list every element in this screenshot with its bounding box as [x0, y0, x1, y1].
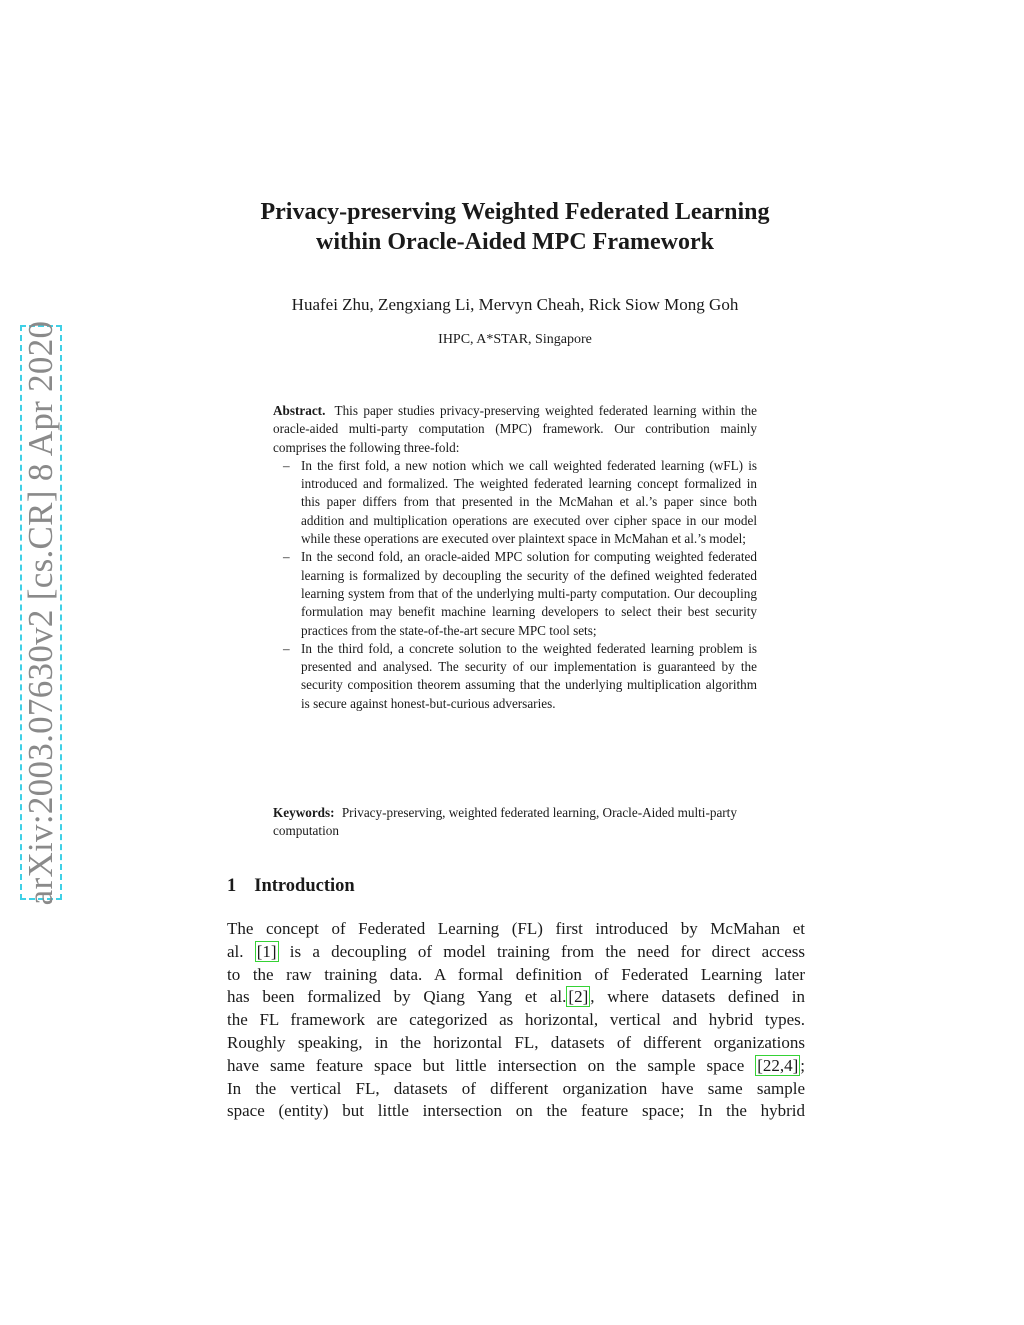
body-text-fragment: al. — [227, 941, 255, 961]
body-line: the FL framework are categorized as horizontal, vertical and hybrid types. — [227, 1010, 805, 1030]
list-item-text: In the third fold, a concrete solution to the weighted federated learning problem is presented and analysed. The security of our implementation is guaranteed by the security composition theorem assuming that the underlying multiplication algorithm is secure against honest-but-curious adversaries. — [301, 640, 757, 711]
affiliation: IHPC, A*STAR, Singapore — [438, 332, 592, 347]
arxiv-stamp-text: arXiv:2003.07630v2 [cs.CR] 8 Apr 2020 — [21, 320, 60, 905]
title-line-1: Privacy-preserving Weighted Federated Learning — [260, 199, 770, 225]
body-line: Roughly speaking, in the horizontal FL, datasets of different organizations — [227, 1032, 805, 1052]
paper-title — [210, 197, 820, 257]
arxiv-stamp — [20, 320, 62, 905]
body-paragraph — [227, 918, 805, 1123]
citation-link[interactable]: [2] — [568, 987, 589, 1007]
keywords-label: Keywords: — [273, 805, 335, 820]
body-text-fragment: have same feature space but little intersection on the sample space — [227, 1055, 756, 1075]
authors: Huafei Zhu, Zengxiang Li, Mervyn Cheah, Rick Siow Mong Goh — [291, 295, 739, 314]
citation-link[interactable]: [1] — [256, 941, 277, 961]
list-item-text: In the second fold, an oracle-aided MPC solution for computing weighted federated learning is formalized by decoupling the security of the defined weighted federated learning system from that of the underlying multi-party computation. Our decoupling formulation may benefit machine learning developers to select their best security practices from the state-of-the-art secure MPC tool sets; — [301, 549, 757, 638]
list-item — [273, 457, 757, 548]
keywords-text: Privacy-preserving, weighted federated learning, Oracle-Aided multi-party computation — [273, 805, 737, 839]
abstract-label: Abstract. — [273, 403, 326, 418]
body-text-fragment: is a decoupling of model training from the need for direct access — [278, 941, 805, 961]
title-line-2: within Oracle-Aided MPC Framework — [316, 229, 714, 255]
section-heading — [227, 876, 355, 897]
body-line: space (entity) but little intersection on the feature space; In the hybrid — [227, 1101, 805, 1121]
keywords — [273, 804, 783, 841]
body-line — [227, 941, 805, 964]
section-number: 1 — [227, 876, 237, 896]
citation-link[interactable]: [22,4] — [757, 1055, 799, 1075]
body-text-fragment: ; — [800, 1055, 805, 1075]
body-line: to the raw training data. A formal definition of Federated Learning later — [227, 964, 805, 984]
body-line: The concept of Federated Learning (FL) first introduced by McMahan et — [227, 919, 805, 938]
contribution-list — [273, 457, 757, 713]
section-title: Introduction — [254, 876, 355, 896]
body-text-fragment: , where datasets defined in — [590, 987, 805, 1007]
list-bullet: – — [283, 549, 290, 565]
list-item-text: In the first fold, a new notion which we call weighted federated learning (wFL) is introduced and formalized. The weighted federated learning concept formalized in this paper differs from that presented in the McMahan et al.’s paper since both addition and multiplication operations are executed over cipher space in our model while these operations are executed over plaintext space in McMahan et al.’s model; — [301, 457, 757, 547]
abstract — [273, 402, 757, 713]
body-line — [227, 1055, 805, 1078]
list-item — [273, 640, 757, 713]
body-line: In the vertical FL, datasets of different organization have same sample — [227, 1078, 805, 1098]
list-bullet: – — [283, 640, 290, 656]
list-item — [273, 548, 757, 639]
list-bullet: – — [283, 457, 290, 473]
body-text-fragment: has been formalized by Qiang Yang et al. — [227, 987, 567, 1007]
abstract-intro-text: This paper studies privacy-preserving weighted federated learning within the oracle-aided multi-party computation (MPC) framework. Our contribution mainly comprises the following three-fold: — [273, 403, 757, 455]
body-line — [227, 986, 805, 1009]
abstract-intro — [273, 402, 757, 457]
